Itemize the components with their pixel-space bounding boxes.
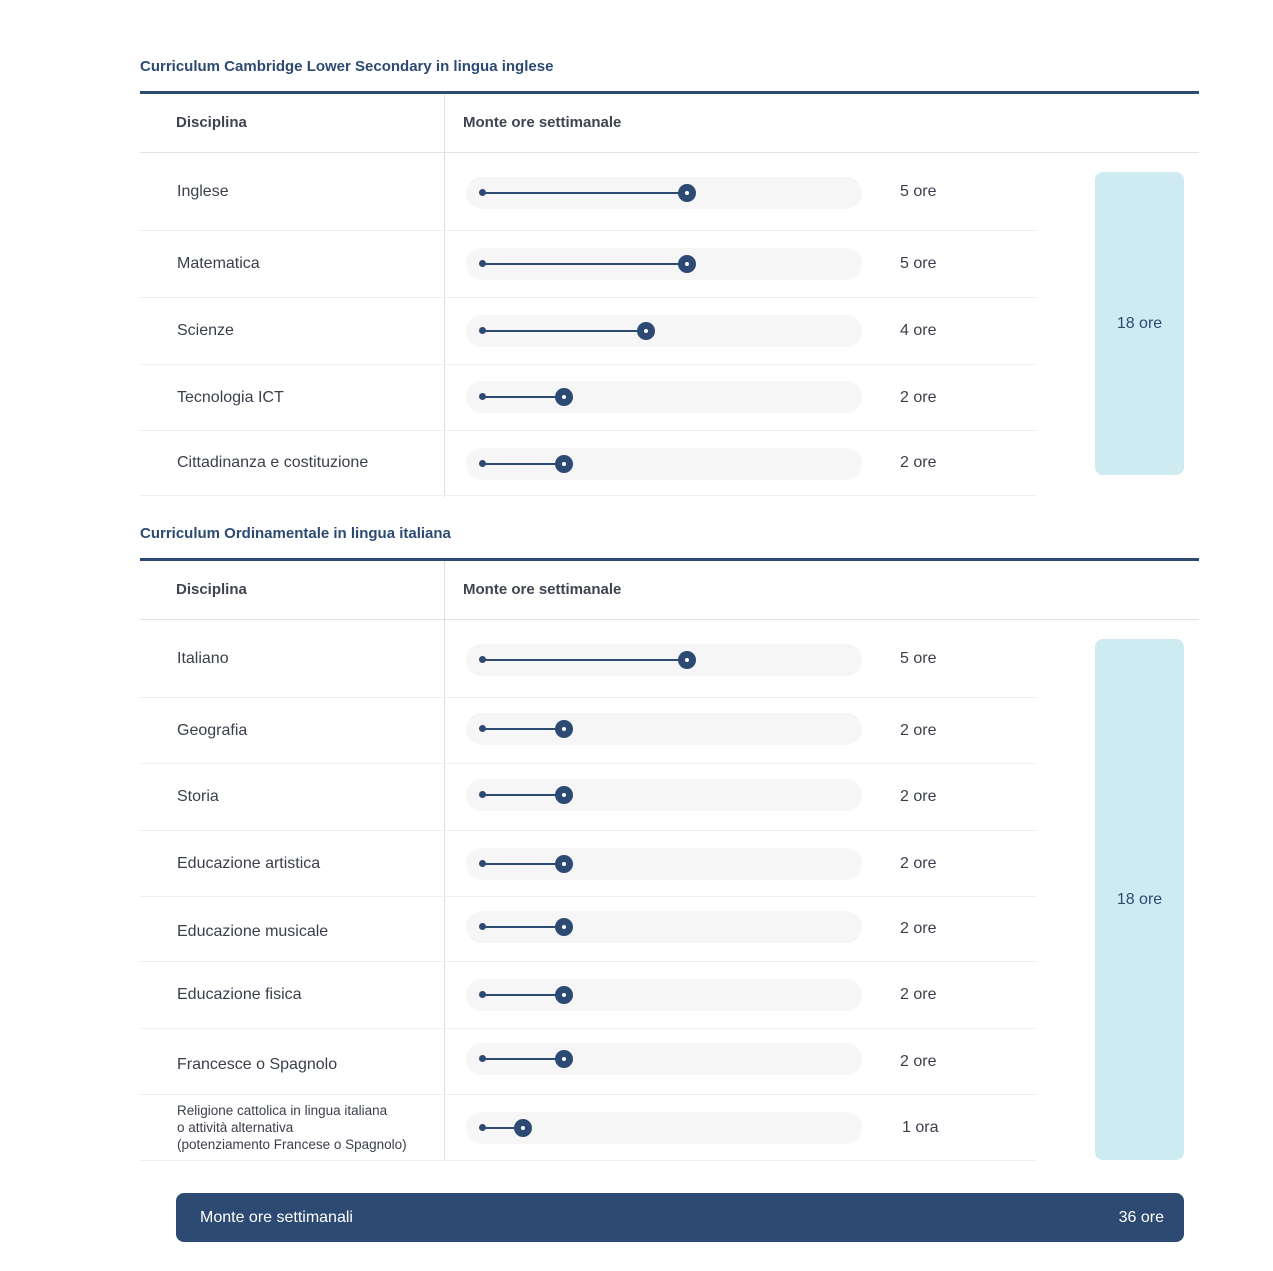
hours-slider bbox=[466, 713, 862, 745]
hours-value: 2 ore bbox=[900, 388, 937, 406]
section-total-badge: 18 ore bbox=[1095, 172, 1184, 475]
hours-slider bbox=[466, 1043, 862, 1075]
subject-label: Educazione musicale bbox=[177, 923, 329, 940]
slider-start-dot bbox=[479, 791, 486, 798]
hours-value: 2 ore bbox=[900, 854, 937, 872]
hours-slider bbox=[466, 177, 862, 209]
subject-label: Francesce o Spagnolo bbox=[177, 1055, 338, 1073]
slider-fill bbox=[482, 994, 564, 996]
hours-value: 5 ore bbox=[900, 182, 937, 200]
hours-value: 4 ore bbox=[900, 322, 937, 339]
subject-line: o attività alternativa bbox=[177, 1120, 294, 1135]
header-hours: Monte ore settimanale bbox=[463, 114, 622, 131]
subject-label bbox=[177, 1095, 437, 1160]
subject-label: Geografia bbox=[177, 721, 248, 739]
hours-value: 2 ore bbox=[900, 454, 937, 471]
table-row bbox=[140, 698, 1036, 764]
slider-start-dot bbox=[479, 460, 486, 467]
table-row bbox=[140, 620, 1036, 698]
slider-knob bbox=[555, 1050, 573, 1068]
slider-fill bbox=[482, 463, 564, 465]
subject-label: Matematica bbox=[177, 255, 260, 272]
hours-value: 2 ore bbox=[900, 920, 937, 937]
slider-knob bbox=[514, 1119, 532, 1137]
subject-label: Tecnologia ICT bbox=[177, 388, 284, 406]
slider-start-dot bbox=[479, 860, 486, 867]
slider-knob bbox=[555, 720, 573, 738]
hours-slider bbox=[466, 848, 862, 880]
weekly-total-label: Monte ore settimanali bbox=[200, 1209, 353, 1226]
hours-value: 2 ore bbox=[900, 788, 937, 805]
subject-label: Educazione artistica bbox=[177, 854, 321, 872]
subject-label: Educazione fisica bbox=[177, 986, 302, 1003]
hours-value: 5 ore bbox=[900, 255, 937, 272]
hours-value: 2 ore bbox=[900, 721, 937, 739]
slider-fill bbox=[482, 396, 564, 398]
slider-knob bbox=[555, 786, 573, 804]
table-row bbox=[140, 365, 1036, 431]
hours-slider bbox=[466, 979, 862, 1011]
hours-slider bbox=[466, 779, 862, 811]
hours-slider bbox=[466, 644, 862, 676]
slider-fill bbox=[482, 1058, 564, 1060]
table-row bbox=[140, 1029, 1036, 1095]
table-row bbox=[140, 831, 1036, 897]
hours-value: 1 ora bbox=[902, 1118, 939, 1136]
slider-start-dot bbox=[479, 260, 486, 267]
table-header bbox=[140, 94, 1199, 153]
ordinamentale-section bbox=[140, 525, 1199, 1165]
slider-fill bbox=[482, 728, 564, 730]
subject-label: Scienze bbox=[177, 322, 234, 339]
slider-knob bbox=[555, 388, 573, 406]
table-row bbox=[140, 1095, 1036, 1161]
subject-label: Cittadinanza e costituzione bbox=[177, 454, 369, 471]
hours-slider bbox=[466, 448, 862, 480]
slider-knob bbox=[678, 184, 696, 202]
table-row bbox=[140, 897, 1036, 962]
section-title: Curriculum Ordinamentale in lingua italiana bbox=[140, 525, 451, 542]
header-hours: Monte ore settimanale bbox=[463, 581, 622, 598]
hours-value: 5 ore bbox=[900, 649, 937, 667]
table-row bbox=[140, 962, 1036, 1029]
slider-knob bbox=[555, 855, 573, 873]
slider-start-dot bbox=[479, 189, 486, 196]
hours-value: 2 ore bbox=[900, 1052, 937, 1070]
slider-fill bbox=[482, 794, 564, 796]
table-row bbox=[140, 298, 1036, 365]
hours-slider bbox=[466, 381, 862, 413]
weekly-total-value: 36 ore bbox=[1118, 1209, 1164, 1226]
slider-knob bbox=[555, 455, 573, 473]
slider-knob bbox=[555, 918, 573, 936]
slider-fill bbox=[482, 926, 564, 928]
cambridge-section bbox=[140, 58, 1199, 498]
hours-slider bbox=[466, 248, 862, 280]
slider-knob bbox=[637, 322, 655, 340]
slider-fill bbox=[482, 330, 646, 332]
slider-start-dot bbox=[479, 1055, 486, 1062]
slider-fill bbox=[482, 659, 687, 661]
slider-fill bbox=[482, 192, 687, 194]
slider-start-dot bbox=[479, 1124, 486, 1131]
hours-slider bbox=[466, 911, 862, 943]
table-row bbox=[140, 431, 1036, 496]
slider-fill bbox=[482, 863, 564, 865]
header-discipline: Disciplina bbox=[176, 581, 247, 598]
subject-line: Religione cattolica in lingua italiana bbox=[177, 1103, 388, 1118]
slider-start-dot bbox=[479, 725, 486, 732]
slider-start-dot bbox=[479, 991, 486, 998]
header-discipline: Disciplina bbox=[176, 114, 247, 131]
table-header bbox=[140, 561, 1199, 620]
slider-start-dot bbox=[479, 656, 486, 663]
hours-value: 2 ore bbox=[900, 986, 937, 1003]
subject-label: Italiano bbox=[177, 649, 229, 667]
subject-label: Inglese bbox=[177, 182, 229, 200]
subject-label: Storia bbox=[177, 788, 219, 805]
slider-start-dot bbox=[479, 327, 486, 334]
section-total-badge: 18 ore bbox=[1095, 639, 1184, 1160]
weekly-total-bar bbox=[176, 1193, 1184, 1242]
hours-slider bbox=[466, 1112, 862, 1144]
slider-knob bbox=[555, 986, 573, 1004]
table-row bbox=[140, 764, 1036, 831]
slider-start-dot bbox=[479, 393, 486, 400]
slider-knob bbox=[678, 255, 696, 273]
slider-start-dot bbox=[479, 923, 486, 930]
subject-line: (potenziamento Francese o Spagnolo) bbox=[177, 1137, 407, 1152]
slider-fill bbox=[482, 263, 687, 265]
section-title: Curriculum Cambridge Lower Secondary in lingua inglese bbox=[140, 58, 554, 75]
hours-slider bbox=[466, 315, 862, 347]
table-row bbox=[140, 153, 1036, 231]
table-row bbox=[140, 231, 1036, 298]
slider-knob bbox=[678, 651, 696, 669]
